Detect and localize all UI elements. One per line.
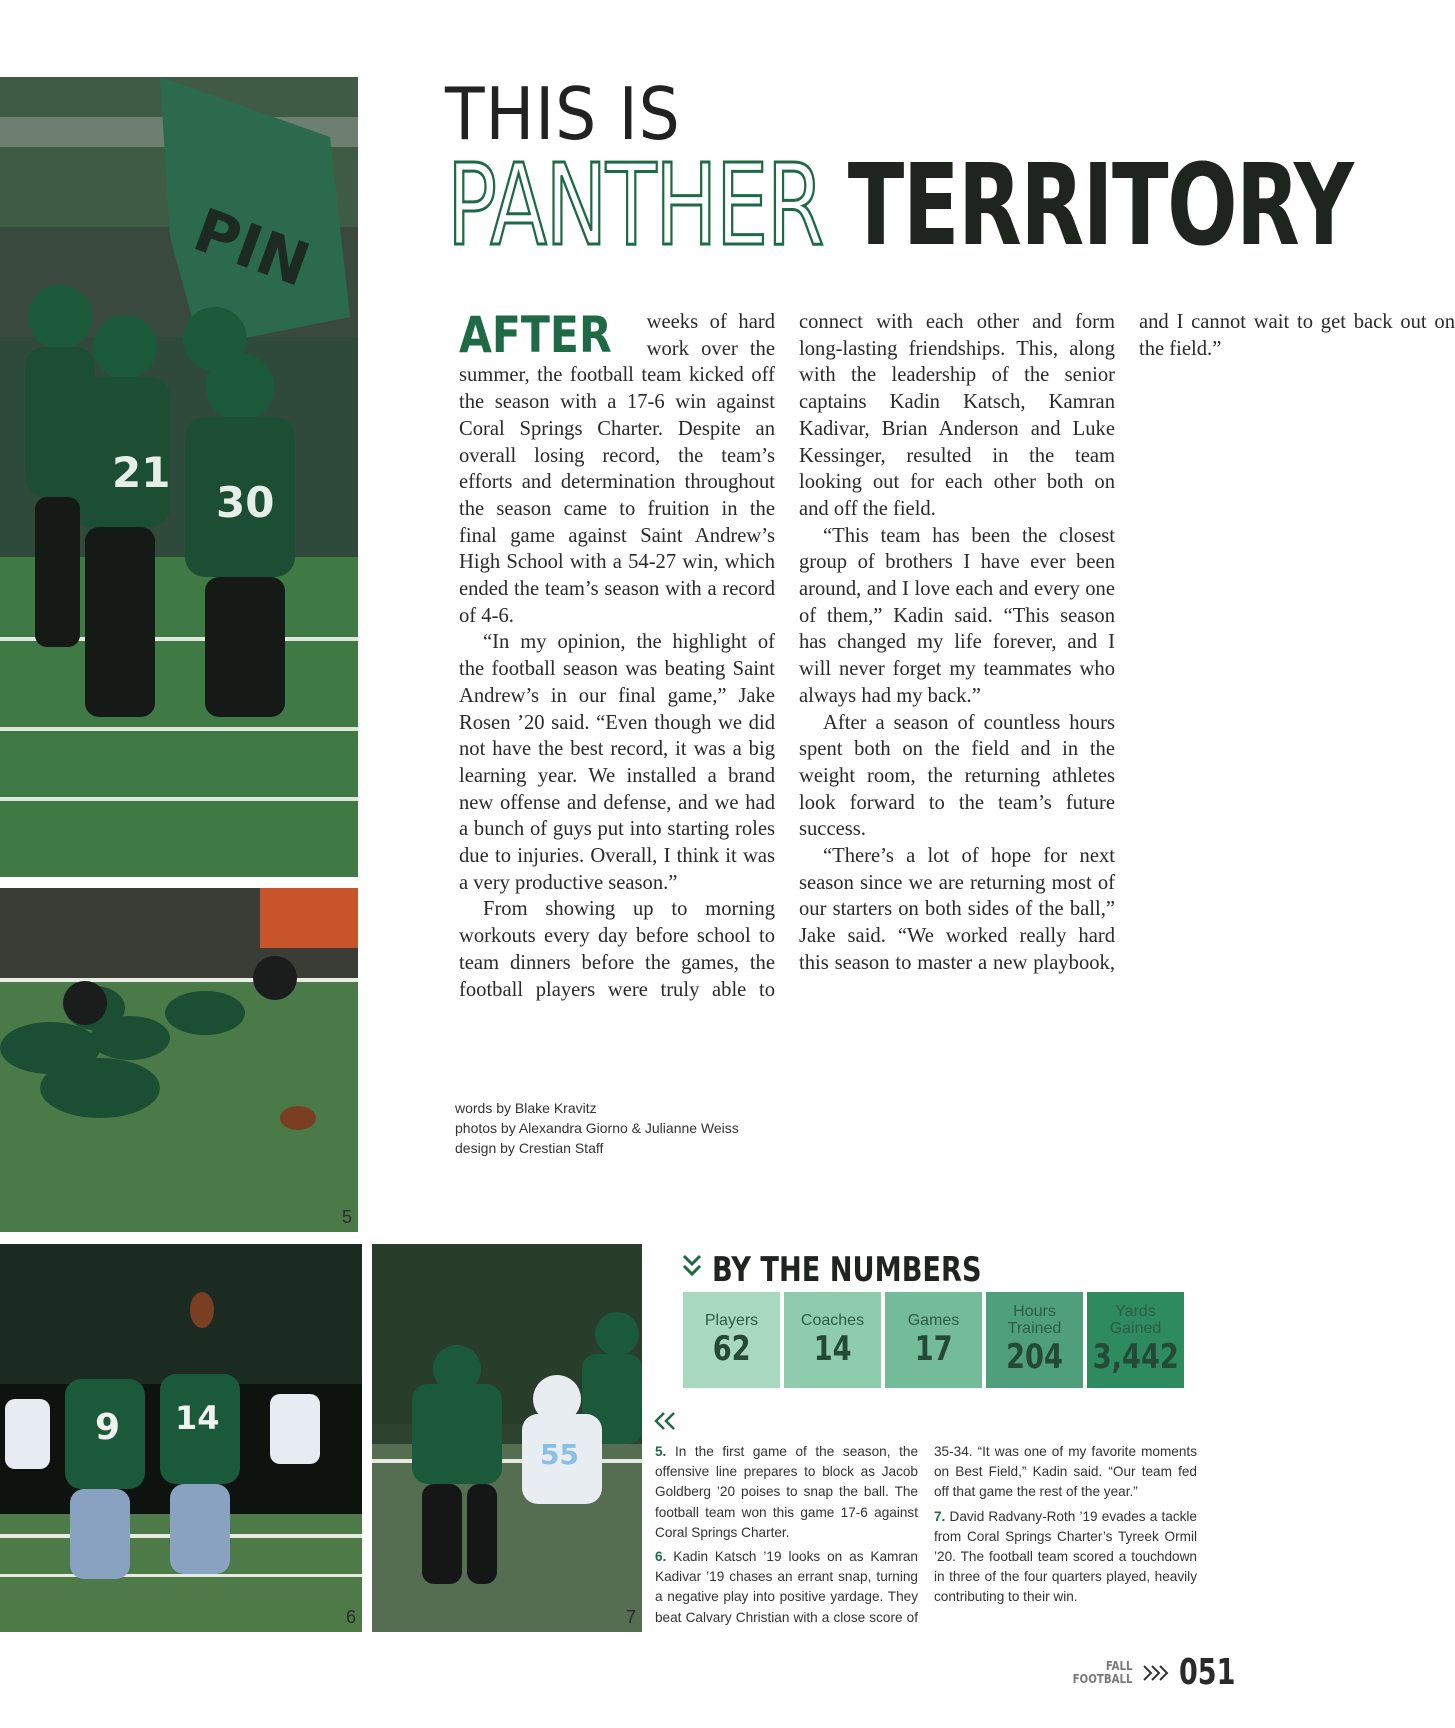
stat-coaches: Coaches 14: [784, 1292, 881, 1388]
triple-chevron-right-icon: [1141, 1662, 1171, 1684]
credit-photos: photos by Alexandra Giorno & Julianne Weiss: [455, 1120, 739, 1136]
svg-text:9: 9: [95, 1407, 121, 1448]
by-the-numbers-title: BY THE NUMBERS: [712, 1250, 982, 1290]
headline-solid-word: TERRITORY: [847, 141, 1353, 271]
article-body: [459, 306, 1455, 1029]
double-chevron-down-icon: [681, 1252, 703, 1282]
svg-text:PIN: PIN: [184, 195, 319, 301]
svg-text:55: 55: [540, 1438, 579, 1471]
photo-number: 6: [345, 1607, 356, 1627]
headline-line-1: THIS IS: [445, 72, 681, 156]
caption-7: 7. David Radvany-Roth ’19 evades a tackle from Coral Springs Charter’s Tyreek Ormil ’20. The football team scored a touchdown in three of the four quarters played, heavily contributing to their win.: [934, 1508, 1197, 1605]
article-paragraph: “This team has been the closest group of brothers I have ever been around, and I love each and every one of them,” Kadin said. “This season has changed my life forever, and I will never forget my teammates who always had my back.”: [799, 524, 1115, 707]
caption-5: 5. In the first game of the season, the offensive line prepares to block as Jacob Goldberg ’20 poises to snap the ball. The football team won this game 17-6 against Coral Springs Charter.: [655, 1444, 918, 1540]
stat-hours-trained: Hours Trained 204: [986, 1292, 1083, 1388]
photo-number: 7: [625, 1607, 636, 1627]
article-paragraph: “In my opinion, the highlight of the football season was beating Saint Andrew’s in our final game,” Jake Rosen ’20 said. “Even though we did not have the best record, it was a big learning year. We installed a brand new offense and defense, and we had a bunch of guys put into starting roles due to injuries. Overall, I think it was a very productive season.”: [459, 631, 775, 894]
article-paragraph: “There’s a lot of hope for next season since we are returning most of our starters on both sides of the ball,” Jake said. “We worked really hard this season to master a new playbook, and I cannot wait to get back out on the field.”: [799, 311, 1455, 974]
credits: [455, 1098, 739, 1158]
stat-players: Players 62: [683, 1292, 780, 1388]
article-paragraph: AFTER weeks of hard work over the summer, the football team kicked off the season with a 17-6 win against Coral Springs Charter. Despite an overall losing record, the team’s efforts and determination throughout the season came to fruition in the final game against Saint Andrew’s High School with a 54-27 win, which ended the team’s season with a record of 4-6.: [459, 306, 775, 627]
caption-6: 6. Kadin Katsch ’19 looks on as Kamran Kadivar ’19 chases an errant snap, turning a negative play into positive yardage. They beat Calvary Christian with a close score of 35-34. “It was one of my favorite moments on Best Field,” Kadin said. “Our team fed off that game the rest of the year.”: [655, 1444, 1197, 1625]
headline-outline-word: PANTHER: [447, 141, 823, 271]
lead-word: AFTER: [459, 306, 612, 364]
stats-row: [683, 1292, 1184, 1388]
article-paragraph: After a season of countless hours spent both on the field and in the weight room, the returning athletes look forward to the team’s future success.: [799, 711, 1115, 841]
photo-team-run-out: [0, 77, 358, 877]
photo-offensive-line: [0, 888, 358, 1232]
svg-text:21: 21: [112, 448, 171, 497]
stat-yards-gained: Yards Gained 3,442: [1087, 1292, 1184, 1388]
photo-captions: [655, 1442, 1197, 1642]
credit-words: words by Blake Kravitz: [455, 1100, 597, 1116]
page-number: 051: [1178, 1652, 1236, 1693]
double-chevron-left-icon: [652, 1410, 682, 1432]
svg-text:30: 30: [216, 478, 275, 527]
page-folio: [1062, 1652, 1254, 1693]
credit-design: design by Crestian Staff: [455, 1140, 604, 1156]
headline-line-2: [447, 141, 1353, 271]
photo-evades-tackle: [372, 1244, 642, 1632]
article-paragraph: From showing up to morning workouts every day before school to team dinners before the games, the football players were truly able to connect with each other and form long-lasting friendships. This, along with the leadership of the senior captains Kadin Katsch, Kamran Kadivar, Brian Anderson and Luke Kessinger, resulted in the team looking out for each other both on and off the field.: [459, 311, 1115, 1001]
stat-games: Games 17: [885, 1292, 982, 1388]
section-label: FALL FOOTBALL: [1072, 1659, 1133, 1686]
svg-text:14: 14: [175, 1399, 220, 1437]
photo-number: 5: [341, 1207, 352, 1227]
photo-chase-snap: [0, 1244, 362, 1632]
